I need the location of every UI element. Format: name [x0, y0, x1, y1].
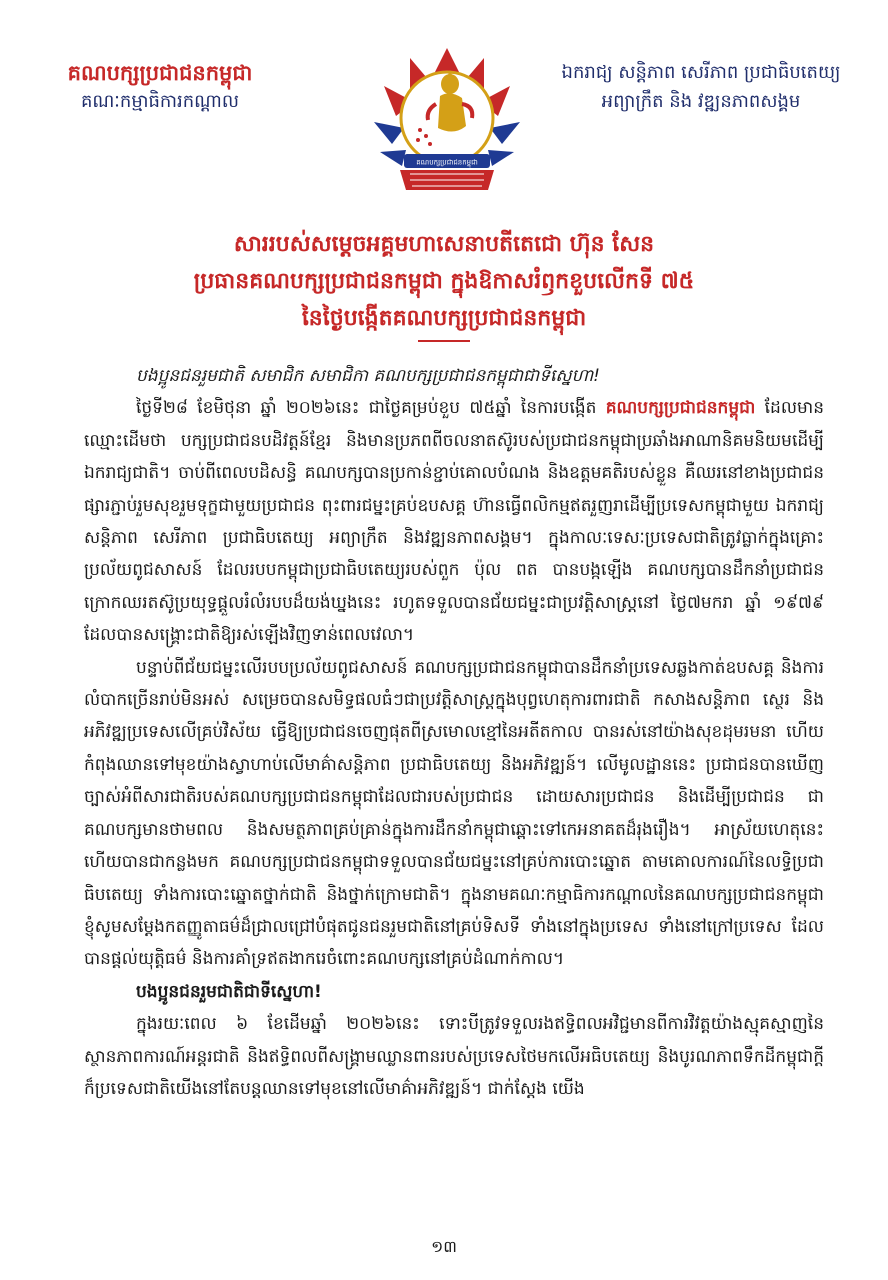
logo-emblem-icon [370, 40, 525, 195]
header-left [30, 58, 290, 116]
committee-name: គណៈកម្មាធិការកណ្តាល [81, 91, 239, 112]
title-line1: សាររបស់សម្តេចអគ្គមហាសេនាបតីតេជោ ហ៊ុន សែន [233, 232, 655, 257]
motto-line1: ឯករាជ្យ សន្តិភាព សេរីភាព ប្រជាធិបតេយ្យ [561, 62, 841, 83]
paragraph-1-start: ថ្ងៃទី២៨ ខែមិថុនា ឆ្នាំ ២០២៦នេះ ជាថ្ងៃគម្រប់ខួប ៧៥ឆ្នាំ នៃការបង្កើត [136, 398, 606, 419]
document-title [60, 226, 828, 337]
greeting: បងប្អូនជនរួមជាតិ សមាជិក សមាជិកា គណបក្សប្រជាជនកម្ពុជាជាទីស្នេហា! [136, 366, 600, 386]
title-line2: ប្រធានគណបក្សប្រជាជនកម្ពុជា ក្នុងឱកាសរំឭកខួបលើកទី ៧៥ [193, 269, 695, 294]
title-divider [418, 340, 470, 342]
paragraph-1 [84, 392, 824, 651]
page-number: ១៣ [431, 1237, 457, 1256]
paragraph-1-rest: ដែលមានឈ្មោះដើមថា បក្សប្រជាជនបដិវត្តន៍ខ្មែរ និងមានប្រភពពីចលនាតស៊ូរបស់ប្រជាជនកម្ពុជាប្រឆាំងអាណានិគមនិយមដើម្បីឯករាជ្យជាតិ។ ចាប់ពីពេលបដិសន្ធិ គណបក្សបានប្រកាន់ខ្ជាប់គោលបំណង និងឧត្តមគតិរបស់ខ្លួន គឺឈរនៅខាងប្រជាជន ផ្សារភ្ជាប់រួមសុខរួមទុក្ខជាមួយប្រជាជន ពុះពារជម្នះគ្រប់ឧបសគ្គ ហ៊ានធ្វើពលិកម្មឥតរួញរាដើម្បីប្រទេសកម្ពុជាមួយ ឯករាជ្យ សន្តិភាព សេរីភាព ប្រជាធិបតេយ្យ អព្យាក្រឹត និងវឌ្ឍនភាពសង្គម។ ក្នុងកាលៈទេសៈប្រទេសជាតិត្រូវធ្លាក់ក្នុងគ្រោះប្រល័យពូជសាសន៍ ដែលរបបកម្ពុជាប្រជាធិបតេយ្យរបស់ពួក ប៉ុល ពត បានបង្កឡើង គណបក្សបានដឹកនាំប្រជាជនក្រោកឈរតស៊ូប្រយុទ្ធផ្តួលរំលំរបបដ៏យង់ឃ្នងនេះ រហូតទទួលបានជ័យជម្នះជាប្រវត្តិសាស្ត្រនៅ ថ្ងៃ៧មករា ឆ្នាំ ១៩៧៩ ដែលបានសង្គ្រោះជាតិឱ្យរស់ឡើងវិញទាន់ពេលវេលា។ [84, 398, 824, 646]
motto-line2: អព្យាក្រឹត និង វឌ្ឍនភាពសង្គម [601, 91, 801, 112]
greeting-2: បងប្អូនជនរួមជាតិជាទីស្នេហា! [136, 981, 322, 1002]
header-right [536, 58, 866, 116]
party-name-highlight: គណបក្សប្រជាជនកម្ពុជា [605, 398, 756, 419]
party-name: គណបក្សប្រជាជនកម្ពុជា [67, 61, 253, 85]
paragraph-3: ក្នុងរយៈពេល ៦ ខែដើមឆ្នាំ ២០២៦នេះ ទោះបីត្រូវទទួលរងឥទ្ធិពលអវិជ្ជមានពីការវិវត្តយ៉ាងស្មុគស្មាញនៃស្ថានភាពការណ៍អន្តរជាតិ និងឥទ្ធិពលពីសង្គ្រាមឈ្លានពានរបស់ប្រទេសថៃមកលើអធិបតេយ្យ និងបូរណភាពទឹកដីកម្ពុជាក្តី ក៏ប្រទេសជាតិយើងនៅតែបន្តឈានទៅមុខនៅលើមាគ៌ាអភិវឌ្ឍន៍។ ជាក់ស្តែង យើង [84, 1014, 824, 1099]
party-logo [370, 40, 525, 195]
title-line3: នៃថ្ងៃបង្កើតគណបក្សប្រជាជនកម្ពុជា [301, 306, 587, 331]
message-body [84, 360, 824, 1105]
logo-banner-text: គណបក្សប្រជាជនកម្ពុជា [416, 158, 478, 167]
paragraph-2: បន្ទាប់ពីជ័យជម្នះលើរបបប្រល័យពូជសាសន៍ គណបក្សប្រជាជនកម្ពុជាបានដឹកនាំប្រទេសឆ្លងកាត់ឧបសគ្គ និងការលំបាកច្រើនរាប់មិនអស់ សម្រេចបានសមិទ្ធផលធំៗជាប្រវត្តិសាស្ត្រក្នុងបុព្វហេតុការពារជាតិ កសាងសន្តិភាព ស្ថេរ និងអភិវឌ្ឍប្រទេសលើគ្រប់វិស័យ ធ្វើឱ្យប្រជាជនចេញផុតពីស្រមោលខ្មៅនៃអតីតកាល បានរស់នៅយ៉ាងសុខដុមរមនា ហើយកំពុងឈានទៅមុខយ៉ាងស្វាហាប់លើមាគ៌ាសន្តិភាព ប្រជាធិបតេយ្យ និងអភិវឌ្ឍន៍។ លើមូលដ្ឋាននេះ ប្រជាជនបានឃើញច្បាស់អំពីសារជាតិរបស់គណបក្សប្រជាជនកម្ពុជាដែលជារបស់ប្រជាជន ដោយសារប្រជាជន និងដើម្បីប្រជាជន ជាគណបក្សមានថាមពល និងសមត្ថភាពគ្រប់គ្រាន់ក្នុងការដឹកនាំកម្ពុជាឆ្ពោះទៅកេអនាគតដ៏រុងរឿង។ អាស្រ័យហេតុនេះហើយបានជាកន្លងមក គណបក្សប្រជាជនកម្ពុជាទទួលបានជ័យជម្នះនៅគ្រប់ការបោះឆ្នោត តាមគោលការណ៍នៃលទ្ធិប្រជាធិបតេយ្យ ទាំងការបោះឆ្នោតថ្នាក់ជាតិ និងថ្នាក់ក្រោមជាតិ។ ក្នុងនាមគណៈកម្មាធិការកណ្តាលនៃគណបក្សប្រជាជនកម្ពុជា ខ្ញុំសូមសម្តែងកតញ្ញូតាធម៌ដ៏ជ្រាលជ្រៅបំផុតជូនជនរួមជាតិនៅគ្រប់ទិសទី ទាំងនៅក្នុងប្រទេស ទាំងនៅក្រៅប្រទេស ដែលបានផ្តល់យុត្តិធម៌ និងការគាំទ្រឥតងាករេចំពោះគណបក្សនៅគ្រប់ដំណាក់កាល។ [84, 657, 824, 970]
